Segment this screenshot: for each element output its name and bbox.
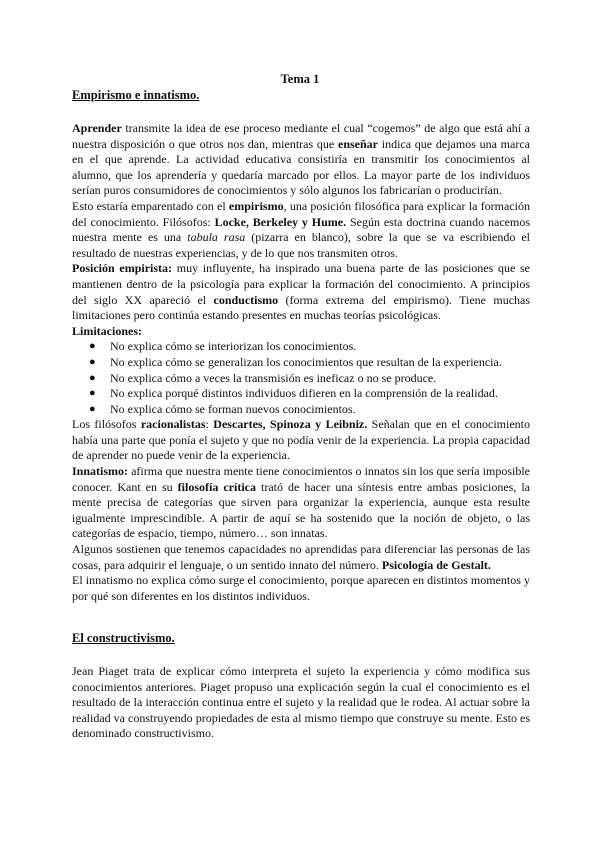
text-span: Los filósofos — [72, 417, 141, 432]
text-span: afirma que nuestra mente tiene conocimientos o innatos sin los que sería imposible conocer. Kant en su — [72, 464, 530, 494]
paragraph-posicion-empirista — [72, 261, 530, 323]
term-posicion-empirista: Posición empirista: — [72, 261, 173, 276]
term-empirismo: empirismo — [228, 198, 284, 213]
list-item-text: No explica cómo se generalizan los conocimientos que resultan de la experiencia. — [110, 354, 502, 369]
text-span: indica que dejamos una marca en el que aprende. La actividad educativa consistiría en transmitir los conocimientos al alumno, que los aprendería y quedaría marcado por ellos. La mayor parte de los individuos serían puros consumidores de conocimientos y sólo algunos los fabricarían o producirían. — [72, 136, 530, 198]
section-heading-empirismo: Empirismo e innatismo. — [72, 88, 200, 102]
text-span: Algunos sostienen que tenemos capacidades no aprendidas para diferenciar las personas de las cosas, para adquirir el lenguaje, o un sentido innato del número. — [72, 542, 530, 572]
page-title: Tema 1 — [280, 72, 320, 86]
text-span: transmite la idea de ese proceso mediante el cual “cogemos” de algo que está ahí a nuestra disposición o que otros nos dan, mientras que — [72, 121, 530, 151]
text-span: (forma extrema del empirismo). Tiene muchas limitaciones pero continúa estando presentes en muchas teorías psicológicas. — [72, 292, 531, 323]
limitaciones-label-text: Limitaciones: — [72, 323, 142, 338]
term-tabula-rasa: tabula rasa — [187, 230, 246, 245]
paragraph-innatismo-limite: El innatismo no explica cómo surge el conocimiento, porque aparecen en distintos momentos y por qué son diferentes en los distintos individuos. — [72, 573, 530, 603]
section-heading-constructivismo: El constructivismo. — [72, 631, 175, 645]
list-item-text: No explica cómo a veces la transmisión es ineficaz o no se produce. — [110, 370, 437, 385]
bullet-icon: ● — [89, 387, 96, 400]
text-span: (pizarra en blanco), sobre la que se va escribiendo el resultado de nuestras experiencias, y de lo que nos transmiten otros. — [72, 230, 530, 260]
paragraph-innatismo — [72, 464, 530, 542]
list-item-text: No explica cómo se forman nuevos conocimientos. — [110, 401, 356, 416]
term-ensenar: enseñar — [338, 136, 378, 151]
bullet-icon: ● — [89, 371, 96, 384]
list-item — [72, 339, 530, 355]
term-innatismo: Innatismo: — [72, 464, 129, 479]
text-span: : — [205, 417, 214, 432]
text-span: trató de hacer una síntesis entre ambas posiciones, la mente precisa de categorías que sirven para organizar la experiencia, aunque esta resulte igualmente imprescindible. A partir de aquí se ha sostenido que la noción de objeto, o las categorías de espacio, tiempo, número… son innatas. — [72, 479, 530, 541]
text-span: Esto estaría emparentado con el — [72, 198, 229, 213]
bullet-icon: ● — [89, 355, 96, 368]
list-item — [72, 355, 530, 371]
term-gestalt: Psicología de Gestalt. — [381, 557, 491, 572]
paragraph-empirismo — [72, 199, 530, 261]
term-conductismo: conductismo — [213, 292, 279, 307]
list-item — [72, 371, 530, 387]
bullet-icon: ● — [89, 340, 96, 353]
list-item — [72, 386, 530, 402]
term-racionalistas: racionalistas — [140, 417, 206, 432]
paragraph-aprender — [72, 121, 530, 199]
text-span: , una posición filosófica para explicar la formación del conocimiento. Filósofos: — [72, 198, 530, 229]
term-filosofos-racionalistas: Descartes, Spinoza y Leibniz. — [213, 417, 368, 432]
text-span: Señalan que en el conocimiento había una parte que ponía el sujeto y que no podía venir de la experiencia. La propia capacidad de aprender no puede venir de la experiencia. — [72, 417, 530, 463]
limitaciones-list — [72, 339, 530, 417]
body-block-2 — [72, 664, 530, 742]
list-item — [72, 402, 530, 418]
paragraph-capacidades — [72, 542, 530, 573]
list-item-text: No explica porqué distintos individuos difieren en la comprensión de la realidad. — [110, 386, 498, 401]
term-filosofia-critica: filosofía crítica — [177, 479, 256, 494]
term-filosofos-empiristas: Locke, Berkeley y Hume. — [214, 214, 347, 229]
text-span: muy influyente, ha inspirado una buena parte de las posiciones que se mantienen dentro de la psicología para explicar la formación del conocimiento. A principios del siglo XX apareció el — [72, 261, 530, 307]
body-block-1 — [72, 121, 530, 604]
list-item-text: No explica cómo se interiorizan los conocimientos. — [110, 339, 357, 354]
paragraph-racionalistas — [72, 417, 530, 464]
term-aprender: Aprender — [72, 121, 122, 135]
bullet-icon: ● — [89, 402, 96, 415]
limitaciones-label — [72, 324, 530, 340]
text-span: Según esta doctrina cuando nacemos nuestra mente es una — [72, 214, 530, 245]
paragraph-piaget: Jean Piaget trata de explicar cómo interpreta el sujeto la experiencia y cómo modifica sus conocimientos anteriores. Piaget propuso una explicación según la cual el conocimiento es el resultado de la interacción continua entre el sujeto y la realidad que le rodea. Al actuar sobre la realidad va construyendo propiedades de esta al mismo tiempo que construye su mente. Esto es denominado constructivismo. — [72, 664, 530, 741]
